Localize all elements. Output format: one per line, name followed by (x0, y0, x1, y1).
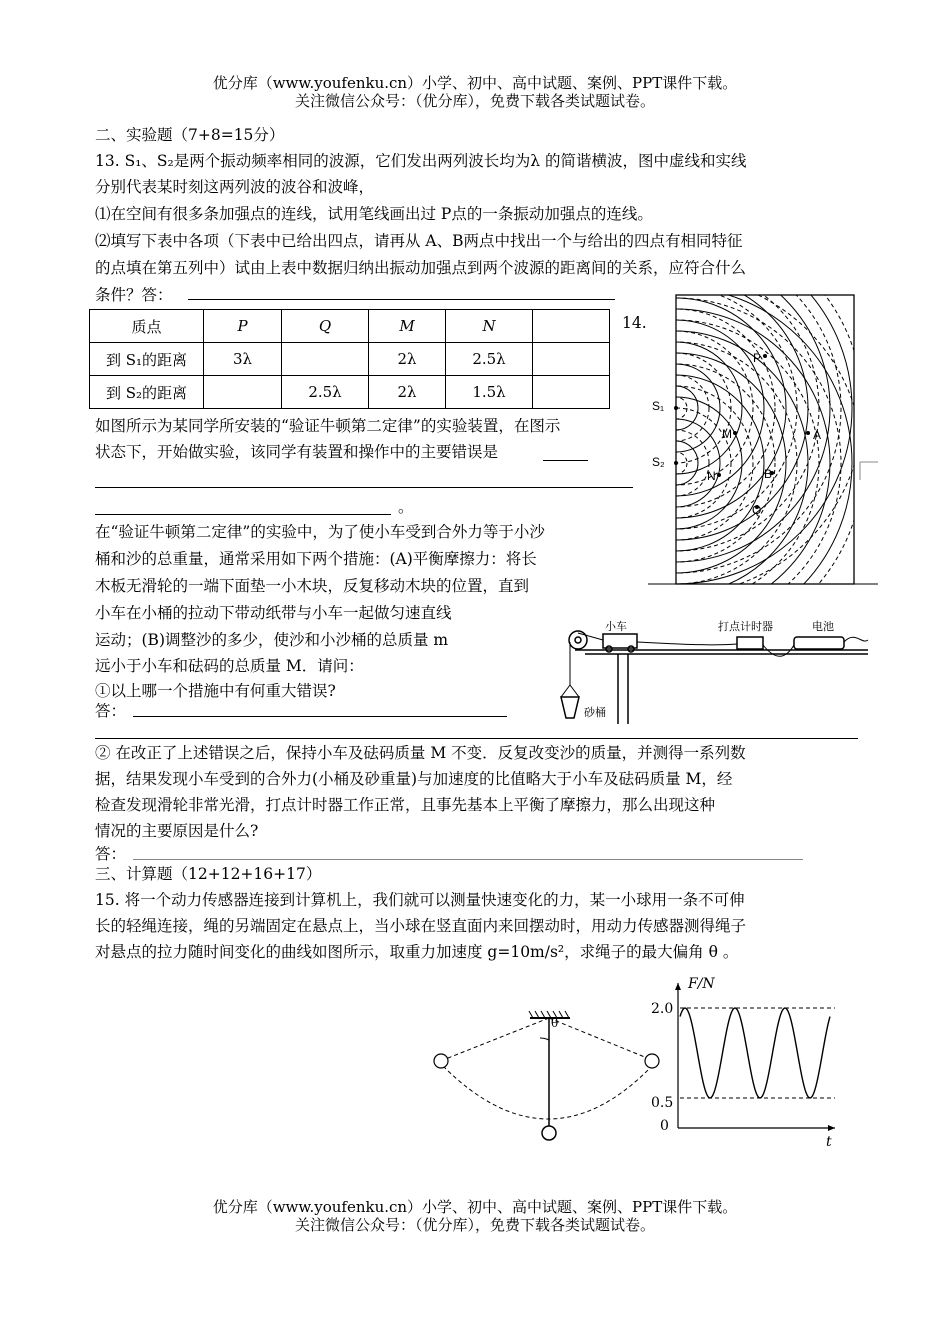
wave-figure-border (676, 295, 854, 584)
q14-para-2: 桶和沙的总重量，通常采用如下两个措施：(A)平衡摩擦力：将长 (95, 550, 537, 568)
table-cell: 2.5λ (446, 343, 533, 376)
timer-icon (737, 637, 763, 649)
table-cell: 到 S₁的距离 (90, 343, 204, 376)
q14-answer-line-c[interactable] (95, 514, 391, 515)
table-header-cell: 质点 (90, 310, 204, 343)
footer-line-2: 关注微信公众号：（优分库），免费下载各类试题试卷。 (294, 1216, 655, 1234)
q14-answer-line-f[interactable] (133, 859, 803, 860)
sand-bucket-icon (561, 697, 579, 718)
table-cell (204, 376, 282, 409)
table-cell: 2λ (369, 343, 446, 376)
y-tick-min: 0.5 (651, 1095, 674, 1111)
q14-question-2d: 情况的主要原因是什么? (95, 822, 259, 840)
table-cell-blank[interactable] (533, 376, 610, 409)
table-cell: 到 S₂的距离 (90, 376, 204, 409)
y-tick-max: 2.0 (651, 1001, 674, 1017)
q14-question-2c: 检查发现滑轮非常光滑，打点计时器工作正常，且事先基本上平衡了摩擦力，那么出现这种 (95, 796, 716, 814)
label-m: M (722, 427, 732, 441)
q14-answer-label: 答： (95, 702, 127, 720)
label-n: N (707, 469, 716, 483)
q14-answer-line-e[interactable] (95, 738, 858, 739)
label-timer: 打点计时器 (718, 620, 773, 633)
q14-number: 14. (622, 314, 647, 332)
label-bucket: 砂桶 (584, 706, 606, 719)
q14-para-5: 运动；(B)调整沙的多少，使沙和小沙桶的总质量 m (95, 631, 449, 649)
q13-line-2: 分别代表某时刻这两列波的波谷和波峰， (95, 178, 375, 196)
label-p: P (753, 351, 762, 365)
q13-line-6: 条件？答： (95, 286, 173, 304)
table-cell-blank[interactable] (533, 343, 610, 376)
q13-line-5: 的点填在第五列中）试由上表中数据归纳出振动加强点到两个波源的距离间的关系，应符合什么 (95, 259, 747, 277)
s2-crest-circles (648, 290, 852, 590)
force-time-chart (650, 968, 850, 1148)
table-cell: 1.5λ (446, 376, 533, 409)
q13-line-3: ⑴在空间有很多条加强点的连线，试用笔线画出过 P点的一条振动加强点的连线。 (95, 205, 653, 223)
section-3-title: 三、计算题（12+12+16+17） (95, 865, 322, 883)
y-axis-label: F/N (688, 976, 715, 992)
battery-icon (794, 637, 844, 649)
distance-table (89, 309, 610, 409)
table-cell (282, 343, 369, 376)
ball-left-icon (434, 1054, 448, 1068)
q14-question-2a: ② 在改正了上述错误之后，保持小车及砝码质量 M 不变．反复改变沙的质量，并测得一系列数 (95, 744, 746, 762)
label-theta: θ (551, 1016, 559, 1030)
q14-question-1: ①以上哪一个措施中有何重大错误? (95, 682, 336, 700)
footer-line-1: 优分库（www.youfenku.cn）小学、初中、高中试题、案例、PPT课件下载。 (212, 1198, 738, 1216)
force-series-line (680, 1008, 830, 1098)
pendulum-figure (425, 1008, 665, 1150)
table-header-cell: Q (282, 310, 369, 343)
table-cell: 2.5λ (282, 376, 369, 409)
q14-line-2: 状态下，开始做实验，该同学有装置和操作中的主要错误是 (95, 443, 499, 461)
q15-line-3: 对悬点的拉力随时间变化的曲线如图所示，取重力加速度 g=10m/s²，求绳子的最大偏角 θ 。 (95, 943, 739, 961)
table-header-row (90, 310, 610, 343)
x-axis-label: t (826, 1134, 832, 1148)
q13-answer-line[interactable] (188, 299, 615, 300)
q14-answer-line-b[interactable] (95, 487, 633, 488)
header-line-2: 关注微信公众号：（优分库），免费下载各类试题试卷。 (294, 92, 655, 110)
header-line-1: 优分库（www.youfenku.cn）小学、初中、高中试题、案例、PPT课件下载。 (212, 74, 738, 92)
q14-para-1: 在“验证牛顿第二定律”的实验中，为了使小车受到合外力等于小沙 (95, 523, 545, 541)
table-row (90, 343, 610, 376)
q14-answer-line-d[interactable] (133, 716, 507, 717)
label-a: A (813, 428, 822, 442)
q15-line-1: 15. 将一个动力传感器连接到计算机上，我们就可以测量快速变化的力，某一小球用一条不可伸 (95, 891, 745, 909)
q14-answer-label-2: 答： (95, 845, 127, 863)
label-cart: 小车 (605, 620, 627, 633)
s1-crest-circles (648, 290, 852, 584)
table-cell: 3λ (204, 343, 282, 376)
apparatus-figure (555, 615, 875, 730)
wave-interference-figure (648, 290, 880, 590)
label-s1: S₁ (652, 399, 665, 413)
pulley-icon (569, 631, 587, 649)
table-row (90, 376, 610, 409)
table-header-cell-blank[interactable] (533, 310, 610, 343)
q14-period: 。 (398, 498, 414, 516)
swing-arc (443, 1066, 652, 1119)
q14-answer-line-a[interactable] (543, 460, 588, 461)
q15-line-2: 长的轻绳连接，绳的另端固定在悬点上，当小球在竖直面内来回摆动时，用动力传感器测得绳子 (95, 917, 747, 935)
table-header-cell: P (204, 310, 282, 343)
q13-line-4: ⑵填写下表中各项（下表中已给出四点，请再从 A、B两点中找出一个与给出的四点有相同特征 (95, 232, 743, 250)
q13-line-1: 13. S₁、S₂是两个振动频率相同的波源，它们发出两列波长均为λ 的简谐横波，图中虚线和实线 (95, 152, 747, 170)
q14-para-4: 小车在小桶的拉动下带动纸带与小车一起做匀速直线 (95, 604, 452, 622)
y-tick-zero: 0 (660, 1118, 669, 1134)
q14-question-2b: 据，结果发现小车受到的合外力(小桶及砂重量)与加速度的比值略大于小车及砝码质量 M，经 (95, 770, 733, 788)
table-header-cell: N (446, 310, 533, 343)
q14-para-3: 木板无滑轮的一端下面垫一小木块，反复移动木块的位置，直到 (95, 577, 530, 595)
q14-line-1: 如图所示为某同学所安装的“验证牛顿第二定律”的实验装置，在图示 (95, 417, 561, 435)
label-q: Q (752, 503, 762, 517)
trough-circles (648, 290, 863, 590)
table-cell: 2λ (369, 376, 446, 409)
label-s2: S₂ (652, 455, 665, 469)
label-battery: 电池 (812, 620, 834, 633)
ball-bottom-icon (542, 1126, 556, 1140)
section-2-title: 二、实验题（7+8=15分） (95, 126, 285, 144)
label-b: B (764, 467, 773, 481)
q14-para-6: 远小于小车和砝码的总质量 M．请问： (95, 657, 364, 675)
table-header-cell: M (369, 310, 446, 343)
